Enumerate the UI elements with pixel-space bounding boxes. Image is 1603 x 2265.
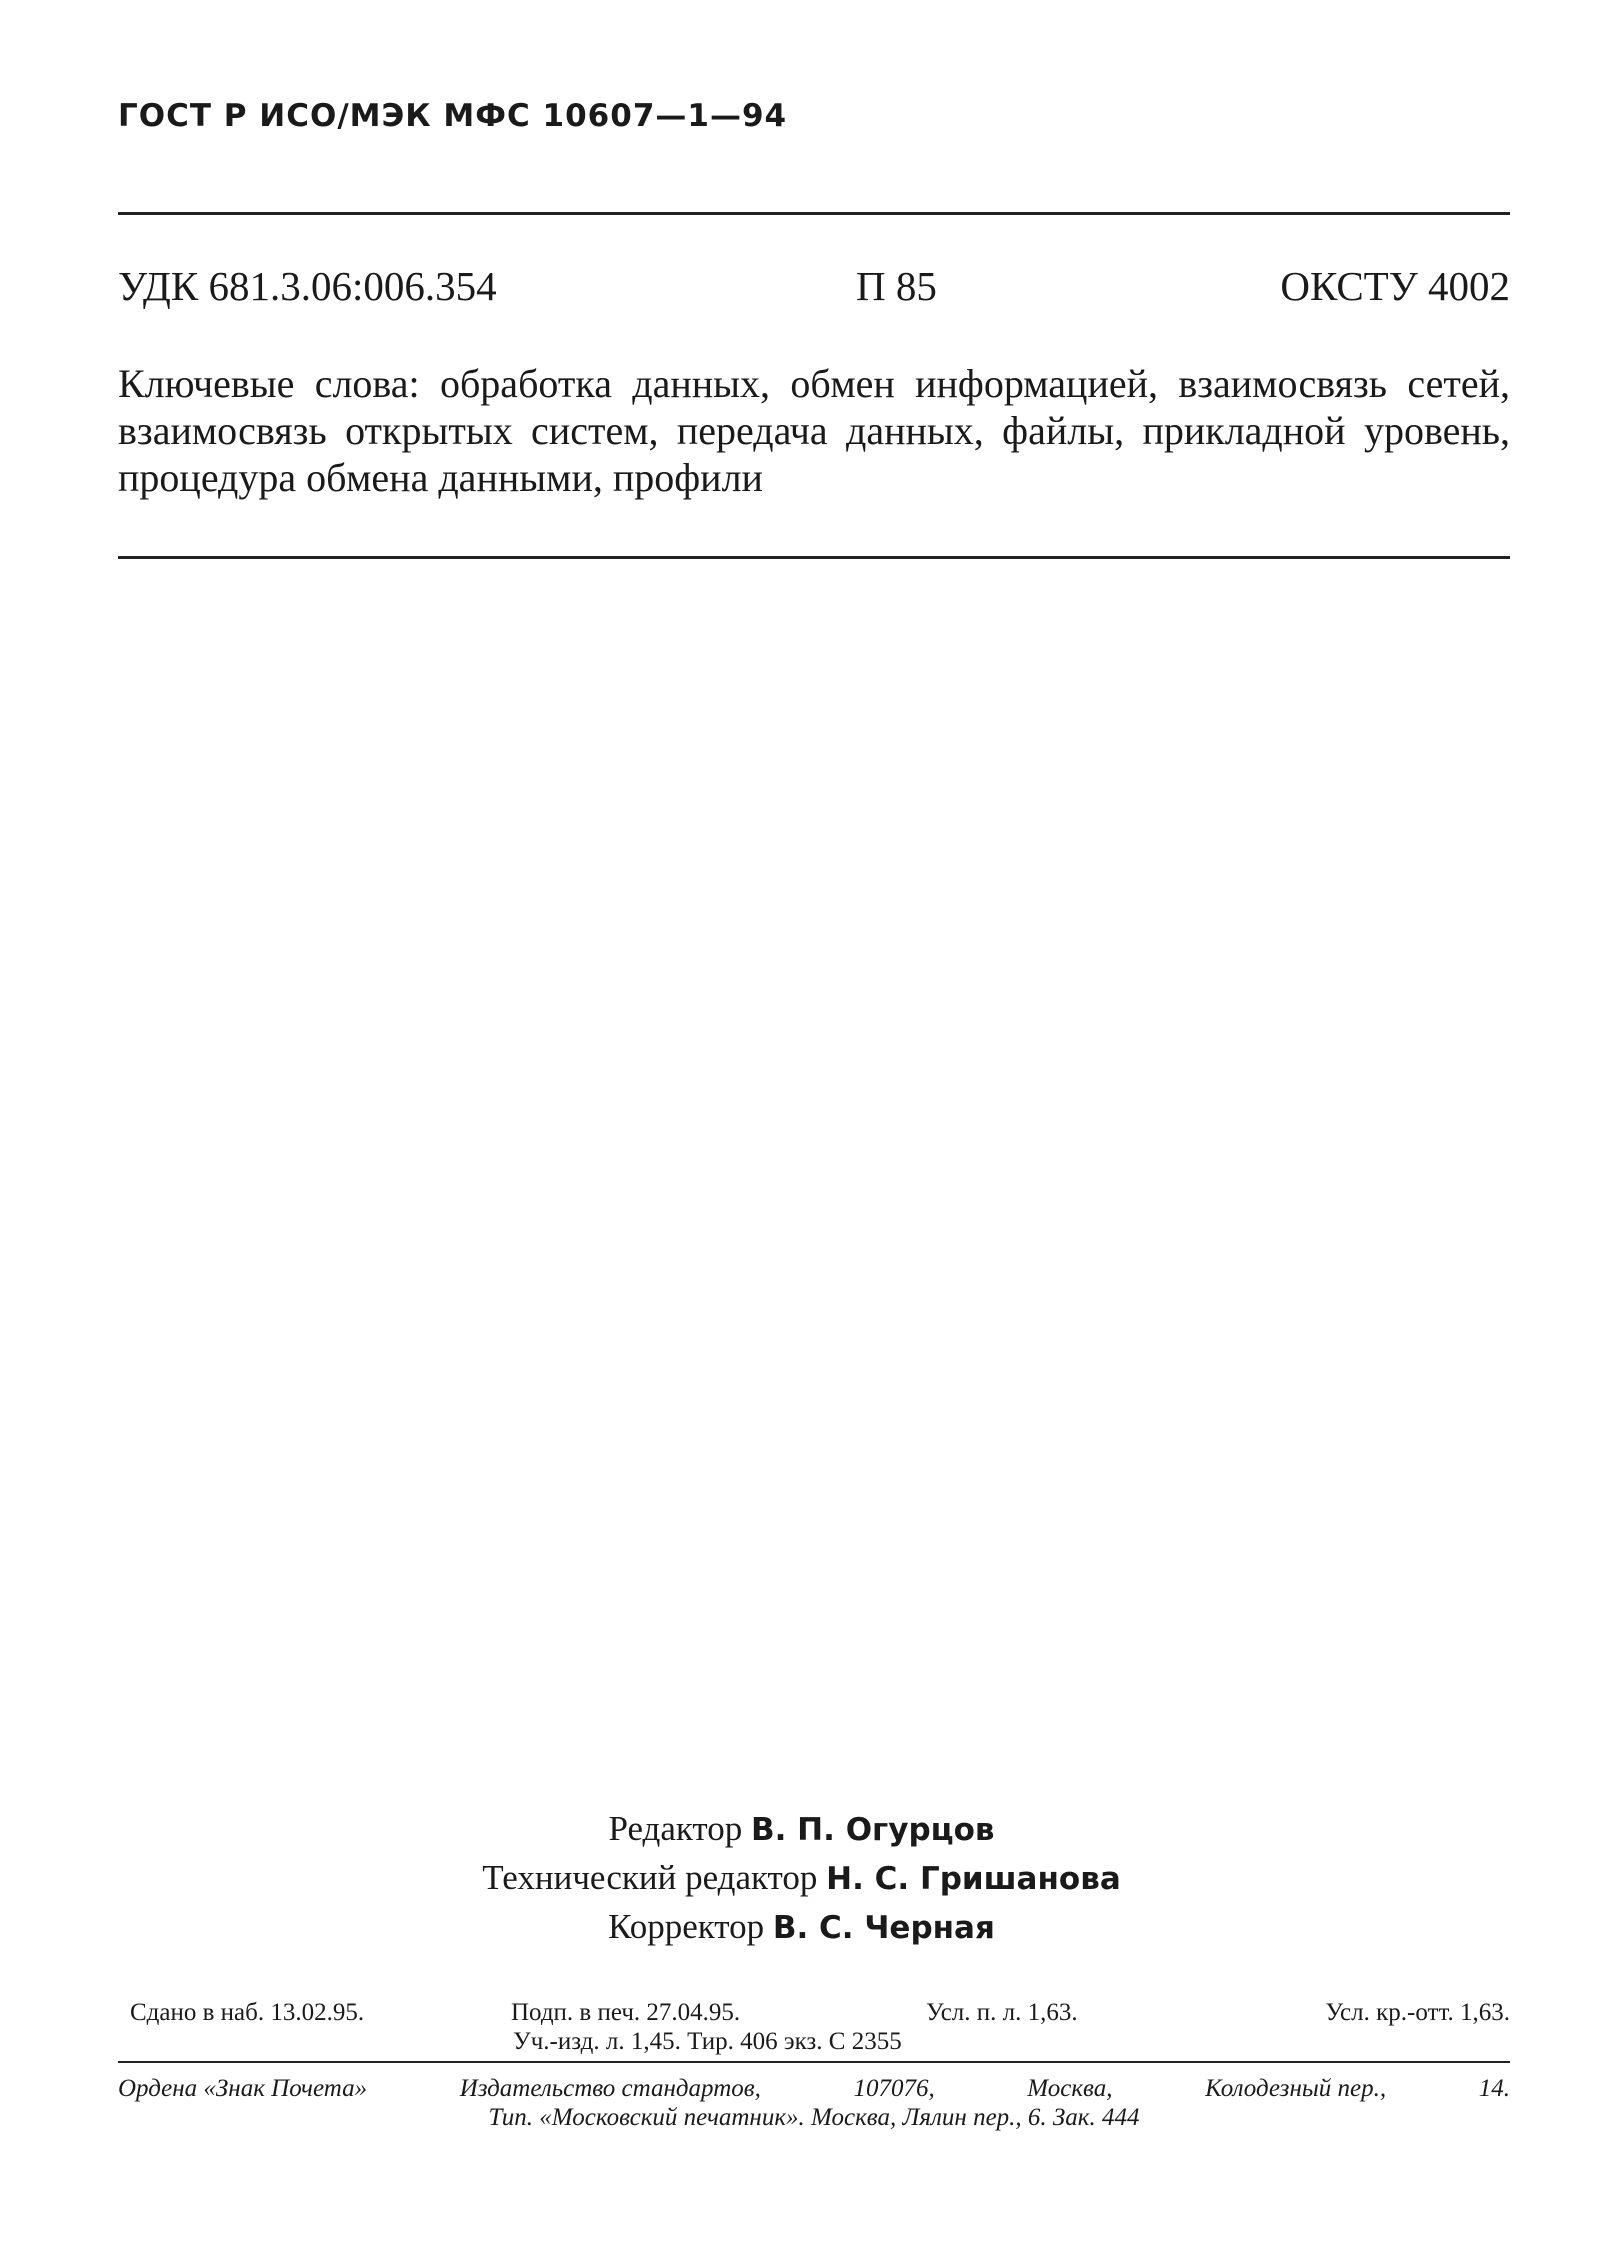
publisher-block <box>118 2074 1510 2132</box>
publisher-divider <box>118 2061 1510 2063</box>
standard-code-header: ГОСТ Р ИСО/МЭК МФС 10607—1—94 <box>118 98 788 134</box>
corrector-name: В. С. Черная <box>772 1910 995 1946</box>
color-prints: Усл. кр.-отт. 1,63. <box>1325 1999 1510 2026</box>
publisher-order: Ордена «Знак Почета» <box>118 2075 368 2102</box>
publisher-city: Москва, <box>1027 2075 1113 2102</box>
tech-editor-name: Н. С. Гришанова <box>826 1861 1121 1897</box>
corrector-role: Корректор <box>608 1907 765 1946</box>
publisher-street: Колодезный пер., <box>1205 2075 1387 2102</box>
submitted-date: Сдано в наб. 13.02.95. <box>130 1999 365 2026</box>
publisher-name: Издательство стандартов, <box>459 2075 761 2102</box>
oksty-code: ОКСТУ 4002 <box>1280 263 1510 309</box>
corrector-line <box>0 1903 1603 1952</box>
print-info-row <box>118 1998 1510 2027</box>
keywords-divider <box>118 556 1510 559</box>
print-sheets: Усл. п. л. 1,63. <box>926 1999 1078 2026</box>
classification-row <box>118 262 1510 312</box>
group-code: П 85 <box>856 263 937 309</box>
print-info-row-2 <box>118 2027 1510 2056</box>
publisher-house: 14. <box>1478 2075 1510 2102</box>
keywords-paragraph: Ключевые слова: обработка данных, обмен информацией, взаимосвязь сетей, взаимосвязь открытых систем, передача данных, файлы, прикладной уровень, процедура обмена данными, профили <box>118 361 1510 500</box>
tech-editor-line <box>0 1854 1603 1903</box>
printing-house-line: Тип. «Московский печатник». Москва, Лялин пер., 6. Зак. 444 <box>488 2104 1140 2131</box>
print-info-block <box>118 1998 1510 2056</box>
editor-role: Редактор <box>608 1809 743 1848</box>
credits-block <box>0 1805 1603 1952</box>
circulation-info: Уч.-изд. л. 1,45. Тир. 406 экз. С 2355 <box>513 2028 902 2055</box>
tech-editor-role: Технический редактор <box>482 1858 818 1897</box>
publisher-line <box>118 2074 1510 2103</box>
udk-code: УДК 681.3.06:006.354 <box>118 263 497 309</box>
signed-date: Подп. в печ. 27.04.95. <box>511 1999 741 2026</box>
publisher-zip: 107076, <box>853 2075 935 2102</box>
editor-line <box>0 1805 1603 1854</box>
top-divider <box>118 212 1510 215</box>
editor-name: В. П. Огурцов <box>750 1812 995 1848</box>
